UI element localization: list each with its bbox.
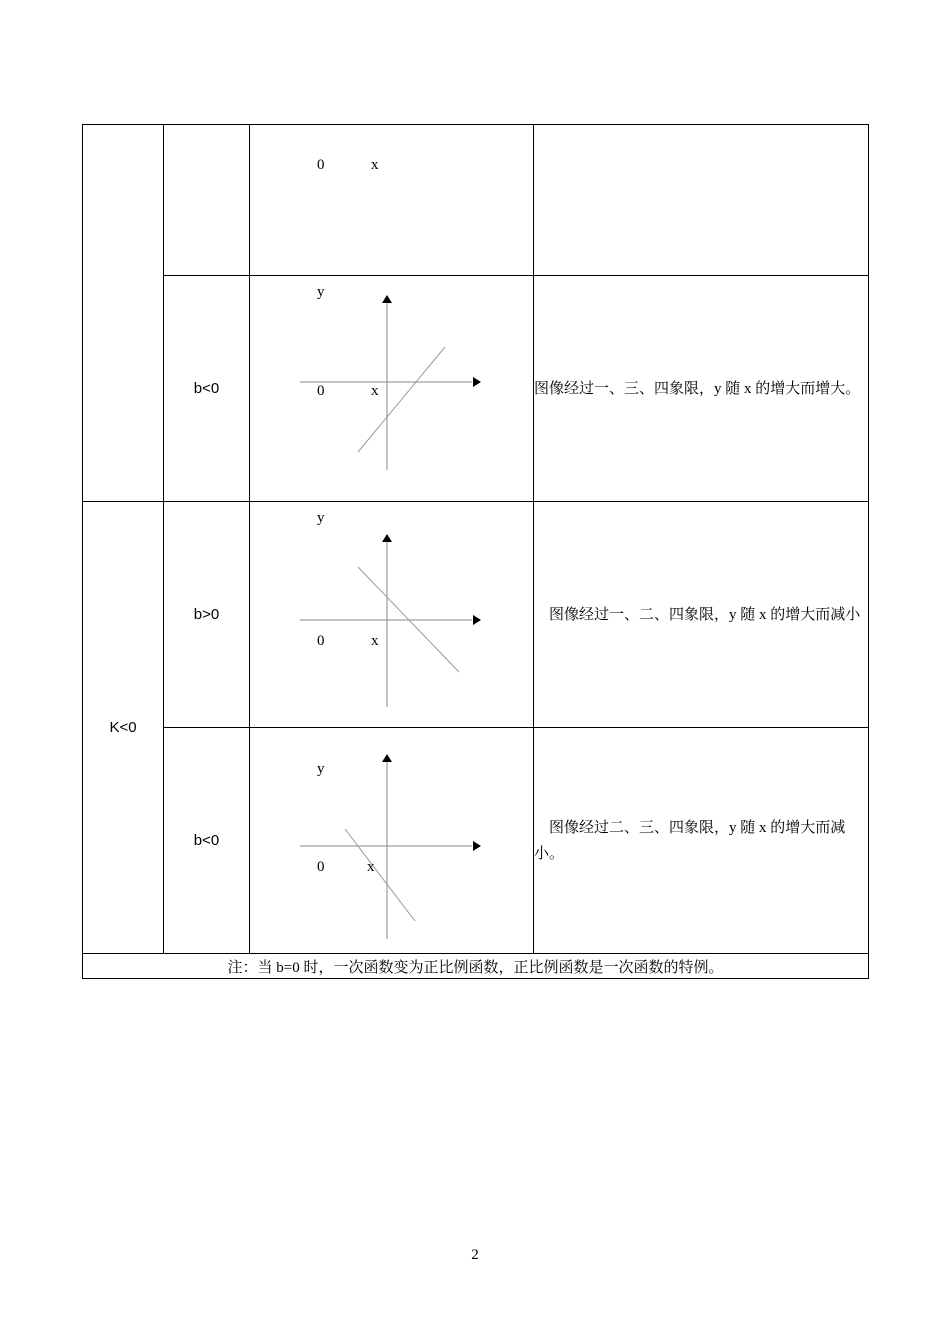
x-axis-label: x — [371, 157, 379, 173]
table-row — [83, 954, 869, 979]
y-axis-arrow-icon — [382, 754, 392, 762]
function-line — [358, 347, 445, 452]
b-cell: b>0 — [164, 502, 250, 728]
k-cell-positive — [83, 125, 164, 502]
graph-k-neg-b-neg — [250, 728, 534, 953]
graph-cell — [250, 728, 534, 954]
description-cell: 图像经过一、二、四象限，y 随 x 的增大而减小 — [534, 502, 869, 728]
graph-k-neg-b-pos — [250, 502, 534, 727]
y-axis-arrow-icon — [382, 534, 392, 542]
y-axis-label: y — [317, 510, 325, 526]
graph-partial — [250, 125, 534, 275]
x-axis-arrow-icon — [473, 377, 481, 387]
description-cell — [534, 125, 869, 276]
linear-function-table — [82, 124, 869, 979]
x-axis-arrow-icon — [473, 841, 481, 851]
graph-cell — [250, 125, 534, 276]
x-axis-label: x — [367, 859, 375, 875]
origin-label: 0 — [317, 383, 325, 399]
function-line — [345, 829, 415, 921]
note-cell: 注：当 b=0 时，一次函数变为正比例函数，正比例函数是一次函数的特例。 — [83, 954, 869, 979]
y-axis-label: y — [317, 284, 325, 300]
page-number: 2 — [471, 1247, 479, 1263]
graph-k-pos-b-neg — [250, 276, 534, 501]
origin-label: 0 — [317, 633, 325, 649]
y-axis-label: y — [317, 761, 325, 777]
x-axis-label: x — [371, 383, 379, 399]
b-cell: b<0 — [164, 728, 250, 954]
table-row — [83, 276, 869, 502]
b-cell: b<0 — [164, 276, 250, 502]
description-cell: 图像经过一、三、四象限，y 随 x 的增大而增大。 — [534, 276, 869, 502]
k-cell-negative: K<0 — [83, 502, 164, 954]
b-cell — [164, 125, 250, 276]
origin-label: 0 — [317, 859, 325, 875]
table-row — [83, 502, 869, 728]
description-cell: 图像经过二、三、四象限，y 随 x 的增大而减小。 — [534, 728, 869, 954]
x-axis-label: x — [371, 633, 379, 649]
graph-cell — [250, 502, 534, 728]
graph-cell — [250, 276, 534, 502]
table-row — [83, 125, 869, 276]
x-axis-arrow-icon — [473, 615, 481, 625]
table-row — [83, 728, 869, 954]
origin-label: 0 — [317, 157, 325, 173]
y-axis-arrow-icon — [382, 295, 392, 303]
